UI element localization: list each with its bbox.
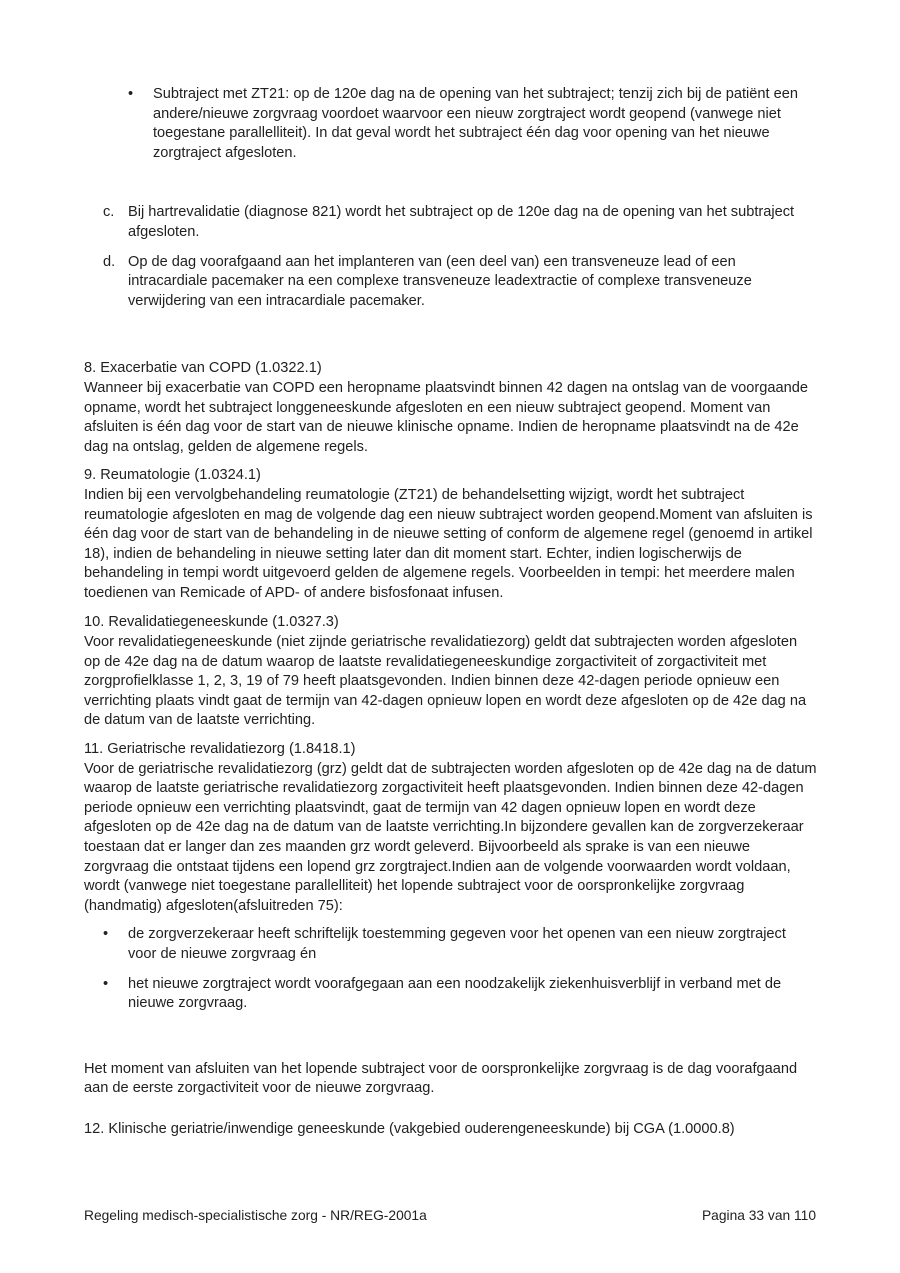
condition-bullet-2	[84, 975, 817, 1014]
footer-document-title: Regeling medisch-specialistische zorg - NR/REG-2001a	[84, 1208, 427, 1223]
lettered-item-c	[84, 203, 817, 242]
bullet-marker: •	[128, 86, 134, 102]
condition-bullet-2-text: het nieuwe zorgtraject wordt voorafgegaan aan een noodzakelijk ziekenhuisverblijf in verband met de nieuwe zorgvraag.	[128, 975, 782, 1012]
closing-paragraph: Het moment van afsluiten van het lopende subtraject voor de oorspronkelijke zorgvraag is de dag voorafgaand aan de eerste zorgactiviteit voor de nieuwe zorgvraag.	[84, 1060, 798, 1097]
lettered-item-d-text: Op de dag voorafgaand aan het implanteren van (een deel van) een transveneuze lead of een intracardiale pacemaker na een complexe transveneuze leadextractie of complexe transveneuze verwijdering van een intracardiale pacemaker.	[128, 253, 752, 309]
section-11-body: Voor de geriatrische revalidatiezorg (grz) geldt dat de subtrajecten worden afgesloten op de 42e dag na de datum waarop de laatste geriatrische revalidatiezorg zorgactiviteit heeft plaatsgevonden. Indien binnen deze 42-dagen periode opnieuw een verrichting plaatsvindt, gaat de termijn van 42 dagen opnieuw lopen en wordt deze afgesloten op de 42e dag na de datum van de laatste verrichting.In bijzondere gevallen kan de zorgverzekeraar toestaan dat er langer dan zes maanden grz wordt geleverd. Bijvoorbeeld als sprake is van een nieuwe zorgvraag die ontstaat tijdens een lopend grz zorgtraject.Indien aan de volgende voorwaarden wordt voldaan, wordt (vanwege niet toegestane parallelliteit) het lopende subtraject voor de oorspronkelijke zorgvraag (handmatig) afgesloten(afsluitreden 75):	[84, 760, 817, 914]
condition-bullet-1-text: de zorgverzekeraar heeft schriftelijk toestemming gegeven voor het openen van een nieuw zorgtraject voor de nieuwe zorgvraag én	[128, 926, 786, 962]
list-marker-d: d.	[103, 253, 116, 270]
section-11-heading: 11. Geriatrische revalidatiezorg (1.8418.1)	[84, 741, 356, 758]
section-8-body: Wanneer bij exacerbatie van COPD een heropname plaatsvindt binnen 42 dagen na ontslag van de voorgaande opname, wordt het subtraject longgeneeskunde afgesloten en een nieuw subtraject geopend. Moment van afsluiten is één dag voor de start van de nieuwe klinische opname. Indien de heropname plaatsvindt na de 42e dag na ontslag, gelden de algemene regels.	[84, 379, 808, 455]
section-10-revalidatiegeneeskunde	[84, 613, 817, 731]
section-8-exacerbatie-copd	[84, 359, 817, 457]
bullet-marker: •	[103, 975, 109, 992]
section-10-heading: 10. Revalidatiegeneeskunde (1.0327.3)	[84, 614, 339, 631]
condition-bullet-1	[84, 925, 817, 964]
section-11-geriatrische-revalidatiezorg	[84, 740, 817, 916]
document-body	[84, 85, 817, 1140]
section-12-heading: 12. Klinische geriatrie/inwendige geneeskunde (vakgebied ouderengeneeskunde) bij CGA (1.0000.8)	[84, 1120, 735, 1137]
bullet-text: Subtraject met ZT21: op de 120e dag na de opening van het subtraject; tenzij zich bij de patiënt een andere/nieuwe zorgvraag voordoet waarvoor een nieuw zorgtraject wordt geopend (vanwege niet toegestane parallelliteit). In dat geval wordt het subtraject één dag voor opening van het nieuwe zorgtraject afgesloten.	[153, 86, 798, 161]
section-9-reumatologie	[84, 466, 817, 603]
list-marker-c: c.	[103, 204, 115, 221]
page-footer	[84, 1207, 816, 1225]
bullet-item-subtraject-zt21	[84, 85, 817, 163]
lettered-item-d	[84, 253, 817, 312]
section-10-body: Voor revalidatiegeneeskunde (niet zijnde geriatrische revalidatiezorg) geldt dat subtrajecten worden afgesloten op de 42e dag na de datum waarop de laatste revalidatiegeneeskundige zorgactiviteit of zorgactiviteit met zorgprofielklasse 1, 2, 3, 19 of 79 heeft plaatsgevonden. Indien binnen deze 42-dagen periode opnieuw een verrichting plaats vindt gaat de termijn van 42-dagen opnieuw lopen en wordt deze afgesloten op de 42e dag na de datum van de laatste verrichting.	[84, 634, 807, 729]
section-9-body: Indien bij een vervolgbehandeling reumatologie (ZT21) de behandelsetting wijzigt, wordt het subtraject reumatologie afgesloten en mag de volgende dag een nieuw subtraject worden geopend.Moment van afsluiten is één dag voor de start van de behandeling in de nieuwe setting of conform de algemene regel (genoemd in artikel 18), indien de behandeling in nieuwe setting later dan dit moment start. Echter, indien logischerwijs de behandeling in tempi wordt uitgevoerd gelden de algemene regels. Voorbeelden in tempi: het meerdere malen toedienen van Remicade of APD- of andere bisfosfonaat infusen.	[84, 486, 813, 601]
section-9-heading: 9. Reumatologie (1.0324.1)	[84, 467, 261, 484]
section-8-heading: 8. Exacerbatie van COPD (1.0322.1)	[84, 360, 322, 377]
bullet-marker: •	[103, 926, 109, 943]
footer-page-number: Pagina 33 van 110	[701, 1208, 816, 1223]
lettered-item-c-text: Bij hartrevalidatie (diagnose 821) wordt het subtraject op de 120e dag na de opening van het subtraject afgesloten.	[128, 204, 795, 240]
